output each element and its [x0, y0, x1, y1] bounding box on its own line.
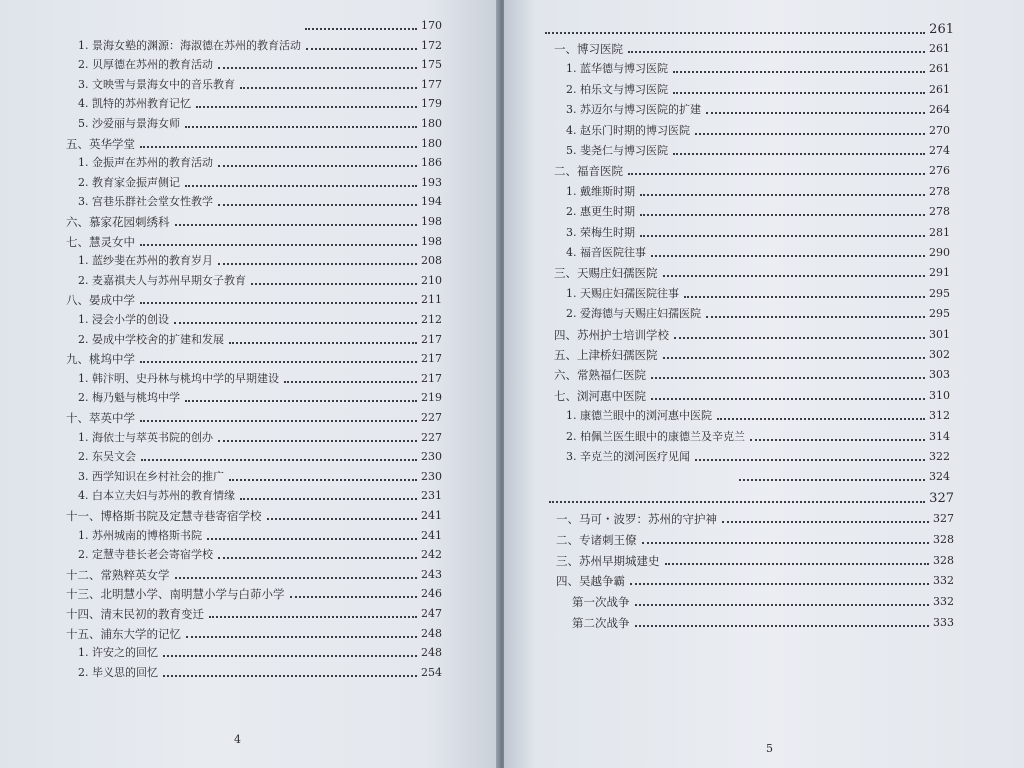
toc-section-entry — [66, 211, 442, 229]
dot-leader — [628, 51, 925, 53]
toc-page-number: 231 — [421, 489, 442, 503]
dot-leader — [545, 32, 925, 34]
toc-page-number: 276 — [929, 164, 950, 178]
dot-leader — [640, 194, 925, 196]
toc-page-number: 248 — [421, 626, 442, 640]
dot-leader — [290, 596, 418, 598]
toc-page-number: 261 — [929, 42, 950, 55]
toc-page-number: 217 — [421, 332, 442, 346]
toc-page-number: 270 — [929, 123, 950, 137]
toc-page-number: 290 — [929, 246, 950, 259]
dot-leader — [673, 92, 925, 94]
dot-leader — [218, 557, 417, 559]
toc-page-number: 295 — [929, 307, 950, 321]
toc-section-entry — [556, 570, 954, 588]
toc-entry-title: 2. 定慧寺巷长老会寄宿学校 — [78, 548, 213, 562]
toc-entry-title: 2. 贝厚德在苏州的教育活动 — [78, 58, 213, 72]
toc-subentry — [566, 201, 950, 219]
dot-leader — [240, 498, 417, 500]
dot-leader — [185, 126, 417, 128]
toc-section-entry — [554, 38, 950, 56]
toc-entry-title: 2. 爱海德与天赐庄妇孺医院 — [566, 307, 701, 321]
toc-subentry — [78, 270, 442, 288]
toc-section-entry — [66, 623, 442, 641]
dot-leader — [163, 675, 417, 677]
toc-entry-title: 5. 沙爱丽与景海女师 — [78, 117, 180, 130]
toc-section-entry — [554, 364, 950, 382]
toc-page-number: 198 — [421, 234, 442, 248]
toc-page-number: 219 — [421, 391, 442, 405]
toc-entry-title: 4. 赵乐门时期的博习医院 — [566, 123, 690, 137]
toc-subentry — [78, 113, 442, 131]
toc-entry-title: 2. 柏乐文与博习医院 — [566, 82, 668, 96]
toc-section-entry — [554, 344, 950, 362]
toc-entry-title: 八、晏成中学 — [66, 293, 135, 308]
toc-entry-title: 3. 荣梅生时期 — [566, 225, 635, 239]
toc-entry-title: 九、桃坞中学 — [66, 352, 135, 367]
toc-page-number: 248 — [421, 646, 442, 660]
dot-leader — [284, 381, 417, 383]
toc-page-number: 179 — [421, 97, 442, 111]
toc-page-number: 278 — [929, 184, 950, 198]
toc-entry-title: 五、英华学堂 — [66, 136, 135, 151]
toc-entry-title: 1. 景海女塾的渊源：海淑德在苏州的教育活动 — [78, 38, 301, 52]
page-number: 5 — [766, 742, 773, 755]
toc-subentry — [78, 191, 442, 209]
dot-leader — [175, 577, 418, 579]
dot-leader — [549, 501, 925, 503]
toc-page-number: 327 — [933, 512, 954, 525]
toc-page-number: 180 — [421, 136, 442, 150]
dot-leader — [706, 316, 925, 318]
toc-subentry — [78, 172, 442, 190]
toc-page-number: 246 — [421, 587, 442, 601]
toc-section-entry — [554, 324, 950, 342]
toc-subentry — [566, 140, 950, 158]
toc-entry-title: 1. 蓝华德与博习医院 — [566, 62, 668, 76]
toc-entry-title: 5. 斐尧仁与博习医院 — [566, 144, 668, 157]
dot-leader — [140, 420, 417, 422]
toc-entry-title: 四、苏州护士培训学校 — [554, 327, 669, 342]
dot-leader — [196, 106, 417, 108]
dot-leader — [651, 398, 925, 400]
toc-page-number: 261 — [929, 82, 950, 96]
dot-leader — [218, 165, 417, 167]
dot-leader — [665, 563, 930, 565]
toc-section-entry — [66, 289, 442, 307]
dot-leader — [251, 283, 417, 285]
toc-entry-title: 2. 毕义思的回忆 — [78, 665, 158, 679]
toc-entry-title: 2. 东吴文会 — [78, 450, 136, 464]
toc-subentry — [78, 662, 442, 680]
toc-section-entry — [66, 231, 442, 249]
toc-subentry — [78, 54, 442, 72]
toc-page-number: 227 — [421, 411, 442, 424]
toc-entry-title: 1. 许安之的回忆 — [78, 646, 158, 660]
toc-entry-title: 二、专诸刺王僚 — [556, 532, 637, 547]
toc-section-entry — [66, 407, 442, 425]
dot-leader — [706, 112, 925, 114]
toc-page-number: 193 — [421, 175, 442, 189]
toc-subentry — [78, 35, 442, 53]
dot-leader — [717, 418, 925, 420]
toc-section-entry — [66, 564, 442, 582]
toc-section-entry — [556, 529, 954, 547]
dot-leader — [185, 185, 417, 187]
dot-leader — [207, 538, 417, 540]
toc-page-number: 303 — [929, 368, 950, 382]
toc-section-entry — [66, 583, 442, 601]
toc-section-entry — [734, 466, 950, 484]
left-page — [0, 0, 500, 768]
toc-subentry — [78, 525, 442, 543]
toc-entry-title: 六、慕家花园刺绣科 — [66, 215, 170, 229]
toc-subentry — [78, 544, 442, 562]
dot-leader — [218, 204, 417, 206]
dot-leader — [305, 28, 417, 30]
toc-entry-title: 3. 宫巷乐群社会堂女性教学 — [78, 195, 213, 209]
toc-subentry — [78, 152, 442, 170]
toc-subentry — [78, 642, 442, 660]
toc-subentry — [78, 250, 442, 268]
dot-leader — [240, 87, 417, 89]
toc-entry-title: 二、福音医院 — [554, 164, 623, 179]
dot-leader — [306, 48, 417, 50]
dot-leader — [140, 146, 417, 148]
toc-page-number: 175 — [421, 58, 442, 72]
toc-entry-title: 3. 文映雪与景海女中的音乐教育 — [78, 77, 235, 91]
toc-page-number: 208 — [421, 254, 442, 268]
toc-entry-title: 1. 苏州城南的博格斯书院 — [78, 528, 202, 542]
toc-subentry — [566, 99, 950, 117]
toc-page-number: 261 — [929, 22, 954, 37]
toc-subentry — [566, 120, 950, 138]
toc-entry-title: 四、吴越争霸 — [556, 574, 625, 589]
toc-page-number: 247 — [421, 607, 442, 620]
toc-entry-title: 十三、北明慧小学、南明慧小学与白茆小学 — [66, 587, 285, 602]
dot-leader — [739, 479, 925, 481]
toc-page-number: 170 — [421, 19, 442, 32]
toc-entry-title: 1. 蓝纱斐在苏州的教育岁月 — [78, 254, 213, 268]
dot-leader — [651, 377, 925, 379]
dot-leader — [640, 214, 925, 216]
toc-entry-title: 三、天赐庄妇孺医院 — [554, 266, 658, 281]
page-number: 4 — [234, 733, 241, 746]
toc-entry-title: 十四、清末民初的教育变迁 — [66, 607, 204, 621]
toc-page-number: 172 — [421, 38, 442, 52]
toc-subentry — [78, 309, 442, 327]
toc-subentry — [566, 242, 950, 260]
toc-entry-title: 一、博习医院 — [554, 42, 623, 56]
toc-section-entry — [572, 591, 954, 609]
toc-entry-title: 2. 晏成中学校舍的扩建和发展 — [78, 332, 224, 346]
toc-page-number: 242 — [421, 548, 442, 562]
toc-page-number: 322 — [929, 450, 950, 463]
toc-page-number: 217 — [421, 371, 442, 385]
dot-leader — [175, 224, 418, 226]
toc-page-number: 274 — [929, 144, 950, 157]
toc-subentry — [566, 222, 950, 240]
toc-page-number: 212 — [421, 313, 442, 326]
right-page — [504, 0, 1024, 768]
toc-entry-title: 三、苏州早期城建史 — [556, 553, 660, 568]
toc-page-number: 314 — [929, 429, 950, 443]
toc-page-number: 180 — [421, 117, 442, 130]
dot-leader — [674, 337, 925, 339]
toc-subentry — [566, 426, 950, 444]
toc-subentry — [78, 427, 442, 445]
dot-leader — [663, 357, 926, 359]
toc-page-number: 332 — [933, 595, 954, 609]
toc-entry-title: 1. 海依士与萃英书院的创办 — [78, 430, 213, 444]
dot-leader — [229, 342, 417, 344]
toc-entry-title: 十一、博格斯书院及定慧寺巷寄宿学校 — [66, 509, 262, 523]
toc-subentry — [566, 283, 950, 301]
toc-page-number: 278 — [929, 205, 950, 219]
dot-leader — [209, 616, 417, 618]
toc-page-number: 186 — [421, 156, 442, 170]
toc-entry-title: 1. 戴维斯时期 — [566, 184, 635, 198]
toc-entry-title: 2. 麦嘉祺夫人与苏州早期女子教育 — [78, 273, 246, 287]
toc-entry-title: 3. 辛克兰的浏河医疗见闻 — [566, 450, 690, 463]
dot-leader — [163, 655, 417, 657]
toc-page-number: 261 — [929, 62, 950, 76]
dot-leader — [186, 636, 417, 638]
dot-leader — [140, 244, 417, 246]
toc-section-entry — [572, 612, 954, 630]
toc-page-number: 230 — [421, 469, 442, 483]
toc-page-number: 230 — [421, 450, 442, 464]
toc-page-number: 177 — [421, 77, 442, 91]
toc-section-entry — [66, 505, 442, 523]
dot-leader — [218, 263, 417, 265]
toc-subentry — [78, 74, 442, 92]
toc-page-number: 291 — [929, 266, 950, 280]
toc-entry-title: 六、常熟福仁医院 — [554, 368, 646, 383]
toc-entry-title: 1. 韩汴明、史丹林与桃坞中学的早期建设 — [78, 371, 279, 385]
toc-entry-title: 1. 浸会小学的创设 — [78, 313, 169, 326]
toc-section-entry — [66, 603, 442, 621]
toc-entry-title: 1. 康德兰眼中的浏河惠中医院 — [566, 409, 712, 423]
toc-page-number: 210 — [421, 273, 442, 287]
toc-entry-title: 2. 教育家金振声侧记 — [78, 175, 180, 189]
toc-entry-title: 第一次战争 — [572, 595, 630, 610]
dot-leader — [635, 625, 930, 627]
dot-leader — [695, 459, 925, 461]
toc-entry-title: 1. 天赐庄妇孺医院往事 — [566, 286, 679, 300]
toc-page-number: 264 — [929, 103, 950, 117]
chapter-heading — [544, 488, 954, 506]
dot-leader — [229, 479, 417, 481]
dot-leader — [218, 440, 417, 442]
dot-leader — [174, 322, 417, 324]
toc-page-number: 324 — [929, 470, 950, 484]
toc-page-number: 227 — [421, 430, 442, 444]
toc-entry-title: 五、上津桥妇孺医院 — [554, 348, 658, 362]
toc-page-number: 328 — [933, 553, 954, 567]
toc-entry-title: 1. 金振声在苏州的教育活动 — [78, 156, 213, 170]
dot-leader — [628, 173, 925, 175]
toc-section-entry — [554, 262, 950, 280]
toc-page-number: 217 — [421, 352, 442, 366]
toc-entry-title: 十五、浦东大学的记忆 — [66, 626, 181, 641]
toc-page-number: 295 — [929, 286, 950, 300]
dot-leader — [750, 439, 925, 441]
chapter-heading — [540, 19, 954, 37]
toc-page-number: 333 — [933, 616, 954, 629]
toc-entry-title: 十、萃英中学 — [66, 411, 135, 425]
dot-leader — [630, 583, 929, 585]
toc-page-number: 302 — [929, 348, 950, 361]
toc-page-number: 281 — [929, 225, 950, 239]
dot-leader — [140, 361, 417, 363]
toc-page-number: 328 — [933, 532, 954, 546]
toc-entry-title: 十二、常熟粹英女学 — [66, 567, 170, 582]
toc-page-number: 241 — [421, 509, 442, 522]
toc-subentry — [78, 466, 442, 484]
dot-leader — [185, 400, 417, 402]
toc-subentry — [566, 446, 950, 464]
toc-page-number: 327 — [929, 491, 954, 506]
toc-section-entry — [556, 550, 954, 568]
toc-page-number: 310 — [929, 388, 950, 402]
toc-page-number: 211 — [421, 293, 442, 307]
dot-leader — [141, 459, 417, 461]
toc-section-entry — [554, 385, 950, 403]
toc-subentry — [78, 446, 442, 464]
toc-entry-title: 4. 白本立夫妇与苏州的教育情缘 — [78, 489, 235, 503]
toc-subentry — [78, 368, 442, 386]
toc-subentry — [566, 58, 950, 76]
dot-leader — [684, 296, 925, 298]
toc-subentry — [78, 485, 442, 503]
toc-entry-title: 七、慧灵女中 — [66, 234, 135, 249]
toc-section-entry — [66, 133, 442, 151]
dot-leader — [695, 133, 925, 135]
toc-page-number: 241 — [421, 528, 442, 542]
toc-section-entry — [556, 508, 954, 526]
dot-leader — [267, 518, 418, 520]
toc-page-number: 254 — [421, 665, 442, 679]
toc-page-number: 243 — [421, 567, 442, 581]
toc-subentry — [566, 405, 950, 423]
dot-leader — [642, 542, 930, 544]
toc-subentry — [566, 79, 950, 97]
toc-subentry — [78, 93, 442, 111]
dot-leader — [722, 521, 929, 523]
toc-entry-title: 七、浏河惠中医院 — [554, 388, 646, 403]
toc-subentry — [566, 303, 950, 321]
toc-subentry — [78, 329, 442, 347]
toc-entry-title: 第二次战争 — [572, 616, 630, 630]
toc-page-number: 301 — [929, 327, 950, 341]
dot-leader — [140, 302, 417, 304]
toc-subentry — [78, 387, 442, 405]
toc-subentry — [566, 181, 950, 199]
dot-leader — [218, 67, 417, 69]
dot-leader — [673, 153, 925, 155]
dot-leader — [651, 255, 925, 257]
toc-entry-title: 2. 柏佩兰医生眼中的康德兰及辛克兰 — [566, 429, 745, 443]
dot-leader — [673, 71, 925, 73]
toc-page-number: 198 — [421, 215, 442, 228]
toc-entry-title: 3. 西学知识在乡村社会的推广 — [78, 469, 224, 483]
toc-page-number: 332 — [933, 574, 954, 588]
toc-page-number: 312 — [929, 409, 950, 423]
dot-leader — [640, 235, 925, 237]
toc-entry-title: 3. 苏迈尔与博习医院的扩建 — [566, 103, 701, 117]
toc-entry-title: 4. 福音医院往事 — [566, 246, 646, 259]
dot-leader — [635, 604, 930, 606]
dot-leader — [663, 275, 926, 277]
toc-entry-title: 2. 梅乃魁与桃坞中学 — [78, 391, 180, 405]
toc-section-entry — [554, 160, 950, 178]
toc-page-number: 194 — [421, 195, 442, 209]
toc-entry-title: 4. 凯特的苏州教育记忆 — [78, 97, 191, 111]
toc-entry-title: 一、马可・波罗：苏州的守护神 — [556, 512, 717, 526]
toc-section-entry — [300, 15, 442, 33]
toc-section-entry — [66, 348, 442, 366]
toc-entry-title: 2. 惠更生时期 — [566, 205, 635, 219]
